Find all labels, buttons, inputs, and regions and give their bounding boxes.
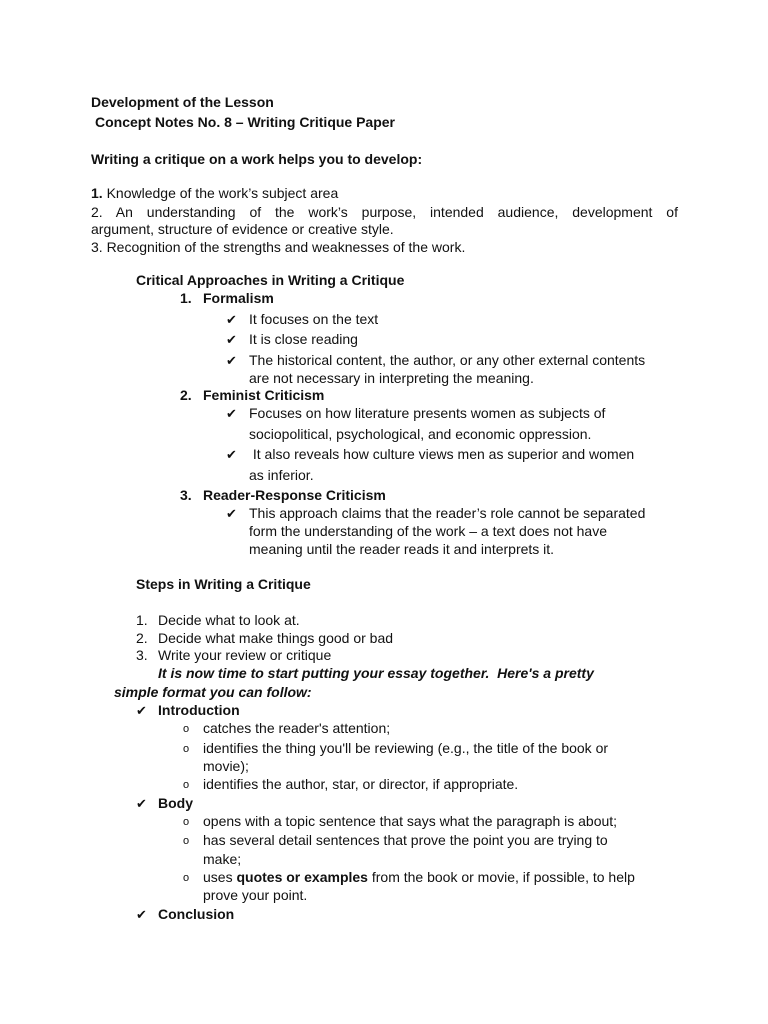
- conclusion-heading: Conclusion: [158, 906, 235, 922]
- bullet-icon: o: [183, 779, 190, 791]
- check-icon: ✔: [136, 703, 147, 718]
- check-icon: ✔: [226, 312, 237, 327]
- approaches-heading: Critical Approaches in Writing a Critique: [136, 272, 405, 288]
- step-2-text: Decide what make things good or bad: [158, 630, 394, 646]
- body-bullet-2-line-1: has several detail sentences that prove the point you are trying to: [203, 832, 608, 848]
- check-icon: ✔: [226, 506, 237, 521]
- approach-reader-response-title: Reader-Response Criticism: [203, 487, 386, 503]
- reader-response-line-1: This approach claims that the reader’s role cannot be separated: [249, 505, 646, 521]
- formalism-point-3-line-1: The historical content, the author, or any other external contents: [249, 352, 646, 368]
- step-1-text: Decide what to look at.: [158, 612, 300, 628]
- reader-response-line-2: form the understanding of the work – a text does not have: [249, 523, 607, 539]
- formalism-point-2: It is close reading: [249, 331, 358, 347]
- concept-notes-title: Concept Notes No. 8 – Writing Critique Paper: [95, 114, 396, 130]
- uses-emphasis: quotes or examples: [236, 869, 368, 885]
- format-intro-line-1: It is now time to start putting your essay together. Here's a pretty: [158, 665, 594, 681]
- approach-formalism-number: 1.: [180, 290, 192, 306]
- check-icon: ✔: [136, 796, 147, 811]
- intro-lead: Writing a critique on a work helps you to develop:: [91, 151, 423, 167]
- step-2-number: 2.: [136, 630, 148, 646]
- step-1-number: 1.: [136, 612, 148, 628]
- intro-point-2-line-1: 2. An understanding of the work’s purpose, intended audience, development of: [91, 204, 678, 220]
- intro-point-1: [91, 185, 338, 202]
- formalism-point-3-line-2: are not necessary in interpreting the meaning.: [249, 370, 534, 386]
- feminist-point-1-line-1: Focuses on how literature presents women as subjects of: [249, 405, 606, 421]
- introduction-bullet-2-line-1: identifies the thing you'll be reviewing (e.g., the title of the book or: [203, 740, 609, 756]
- feminist-point-2-line-2: as inferior.: [249, 467, 314, 483]
- body-bullet-3-line-2: prove your point.: [203, 887, 308, 903]
- check-icon: ✔: [136, 907, 147, 922]
- check-icon: ✔: [226, 353, 237, 368]
- bullet-icon: o: [183, 835, 190, 847]
- feminist-point-2-line-1: It also reveals how culture views men as superior and women: [249, 446, 635, 462]
- body-bullet-1: opens with a topic sentence that says what the paragraph is about;: [203, 813, 618, 829]
- introduction-bullet-3: identifies the author, star, or director, if appropriate.: [203, 776, 519, 792]
- intro-point-2-line-2: argument, structure of evidence or creative style.: [91, 221, 394, 237]
- formalism-point-1: It focuses on the text: [249, 311, 379, 327]
- introduction-bullet-1: catches the reader's attention;: [203, 720, 391, 736]
- reader-response-line-3: meaning until the reader reads it and interprets it.: [249, 541, 555, 557]
- approach-formalism-title: Formalism: [203, 290, 274, 306]
- body-bullet-2-line-2: make;: [203, 851, 242, 867]
- uses-prefix: uses: [203, 869, 237, 885]
- intro-point-1-text: Knowledge of the work’s subject area: [106, 185, 339, 201]
- check-icon: ✔: [226, 406, 237, 421]
- intro-point-1-number: 1.: [91, 185, 103, 201]
- check-icon: ✔: [226, 332, 237, 347]
- format-intro-line-2: simple format you can follow:: [114, 684, 312, 700]
- steps-heading: Steps in Writing a Critique: [136, 576, 311, 592]
- bullet-icon: o: [183, 723, 190, 735]
- introduction-heading: Introduction: [158, 702, 240, 718]
- step-3-text: Write your review or critique: [158, 647, 332, 663]
- bullet-icon: o: [183, 872, 190, 884]
- step-3-number: 3.: [136, 647, 148, 663]
- bullet-icon: o: [183, 743, 190, 755]
- check-icon: ✔: [226, 447, 237, 462]
- approach-feminist-number: 2.: [180, 387, 192, 403]
- body-bullet-3-line-1: [203, 869, 635, 886]
- lesson-title: Development of the Lesson: [91, 94, 274, 110]
- intro-point-3: 3. Recognition of the strengths and weaknesses of the work.: [91, 239, 466, 255]
- approach-reader-response-number: 3.: [180, 487, 192, 503]
- feminist-point-1-line-2: sociopolitical, psychological, and economic oppression.: [249, 426, 592, 442]
- approach-feminist-title: Feminist Criticism: [203, 387, 325, 403]
- body-heading: Body: [158, 795, 193, 811]
- uses-suffix: from the book or movie, if possible, to help: [367, 869, 635, 885]
- bullet-icon: o: [183, 816, 190, 828]
- introduction-bullet-2-line-2: movie);: [203, 758, 249, 774]
